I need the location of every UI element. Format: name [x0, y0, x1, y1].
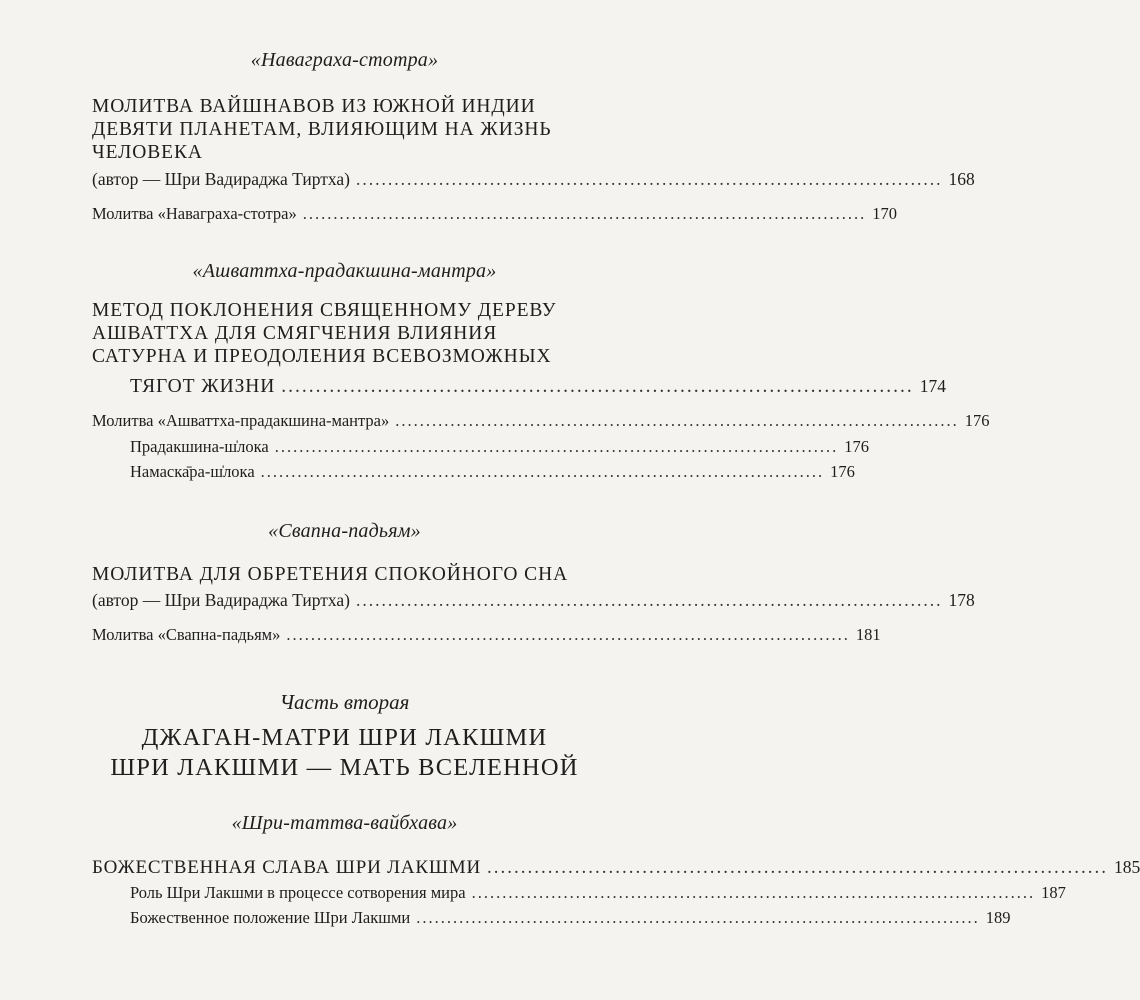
toc-entry[interactable] — [92, 410, 990, 432]
dot-leader: ............................................................................................ — [356, 169, 943, 189]
entry-title: (автор — Шри Вадираджа Тиртха) — [92, 169, 350, 189]
section-heading-navagraha — [92, 95, 652, 164]
entry-page: 170 — [872, 204, 898, 223]
part-title-line: ШРИ ЛАКШМИ — МАТЬ ВСЕЛЕННОЙ — [110, 754, 579, 781]
heading-line: ЧЕЛОВЕКА — [92, 142, 203, 163]
entry-title: Молитва «Ашваттха-прадакшина-мантра» — [92, 411, 390, 430]
entry-title: ТЯГОТ ЖИЗНИ — [130, 376, 276, 397]
dot-leader: ............................................................................................ — [395, 411, 959, 430]
entry-title: Намаска̄ра-ш̍лока — [130, 462, 255, 481]
part-label: Часть вторая — [279, 690, 410, 714]
toc-entry[interactable] — [92, 624, 881, 646]
entry-title: Роль Шри Лакшми в процессе сотворения мира — [130, 883, 466, 902]
dot-leader: ............................................................................................ — [471, 883, 1036, 902]
section-heading-ashvattha — [92, 299, 652, 368]
section-heading-svapna — [92, 563, 652, 586]
dot-leader: ............................................................................................ — [281, 376, 914, 397]
heading-line: САТУРНА И ПРЕОДОЛЕНИЯ ВСЕВОЗМОЖНЫХ — [92, 346, 552, 367]
entry-page: 189 — [985, 908, 1011, 927]
part-title — [0, 723, 689, 783]
dot-leader: ............................................................................................ — [302, 204, 867, 223]
dot-leader: ............................................................................................ — [260, 462, 825, 481]
toc-entry[interactable] — [130, 461, 855, 483]
entry-page: 181 — [855, 625, 881, 644]
entry-title: Молитва «Свапна-падьям» — [92, 625, 281, 644]
toc-entry[interactable] — [92, 856, 1140, 879]
entry-page: 176 — [830, 462, 855, 481]
entry-page: 185 — [1114, 857, 1140, 877]
entry-page: 187 — [1041, 883, 1066, 902]
section-title-ashvattha: «Ашваттха-прадакшина-мантра» — [192, 260, 497, 282]
toc-entry[interactable] — [130, 882, 1066, 904]
entry-title: БОЖЕСТВЕННАЯ СЛАВА ШРИ ЛАКШМИ — [92, 857, 482, 878]
toc-entry[interactable] — [130, 907, 1011, 929]
toc-entry[interactable] — [92, 168, 975, 190]
entry-page: 174 — [919, 376, 946, 396]
toc-entry[interactable] — [130, 375, 946, 398]
entry-page: 176 — [964, 411, 990, 430]
entry-title: Божественное положение Шри Лакшми — [130, 908, 411, 927]
heading-line: АШВАТТХА ДЛЯ СМЯГЧЕНИЯ ВЛИЯНИЯ — [92, 323, 498, 344]
section-title-svapna: «Свапна-падьям» — [268, 520, 421, 542]
toc-entry[interactable] — [92, 589, 975, 611]
entry-page: 168 — [948, 169, 975, 189]
entry-page: 178 — [948, 590, 975, 610]
part-title-line: ДЖАГАН-МАТРИ ШРИ ЛАКШМИ — [141, 724, 548, 751]
section-title-shri-tattva: «Шри-таттва-вайбхава» — [231, 812, 458, 834]
dot-leader: ............................................................................................ — [274, 437, 839, 456]
heading-line: МОЛИТВА ВАЙШНАВОВ ИЗ ЮЖНОЙ ИНДИИ — [92, 96, 536, 117]
toc-entry[interactable] — [130, 436, 869, 458]
dot-leader: ............................................................................................ — [487, 857, 1109, 878]
entry-title: Прадакшина-ш̍лока — [130, 437, 269, 456]
section-title-navagraha: «Наваграха-стотра» — [250, 49, 439, 71]
heading-line: МЕТОД ПОКЛОНЕНИЯ СВЯЩЕННОМУ ДЕРЕВУ — [92, 300, 557, 321]
entry-title: (автор — Шри Вадираджа Тиртха) — [92, 590, 350, 610]
entry-title: Молитва «Наваграха-стотра» — [92, 204, 297, 223]
heading-line: МОЛИТВА ДЛЯ ОБРЕТЕНИЯ СПОКОЙНОГО СНА — [92, 564, 569, 585]
dot-leader: ............................................................................................ — [286, 625, 850, 644]
toc-entry[interactable] — [92, 203, 898, 225]
entry-page: 176 — [844, 437, 869, 456]
dot-leader: ............................................................................................ — [416, 908, 980, 927]
heading-line: ДЕВЯТИ ПЛАНЕТАМ, ВЛИЯЮЩИМ НА ЖИЗНЬ — [92, 119, 552, 140]
dot-leader: ............................................................................................ — [356, 590, 943, 610]
